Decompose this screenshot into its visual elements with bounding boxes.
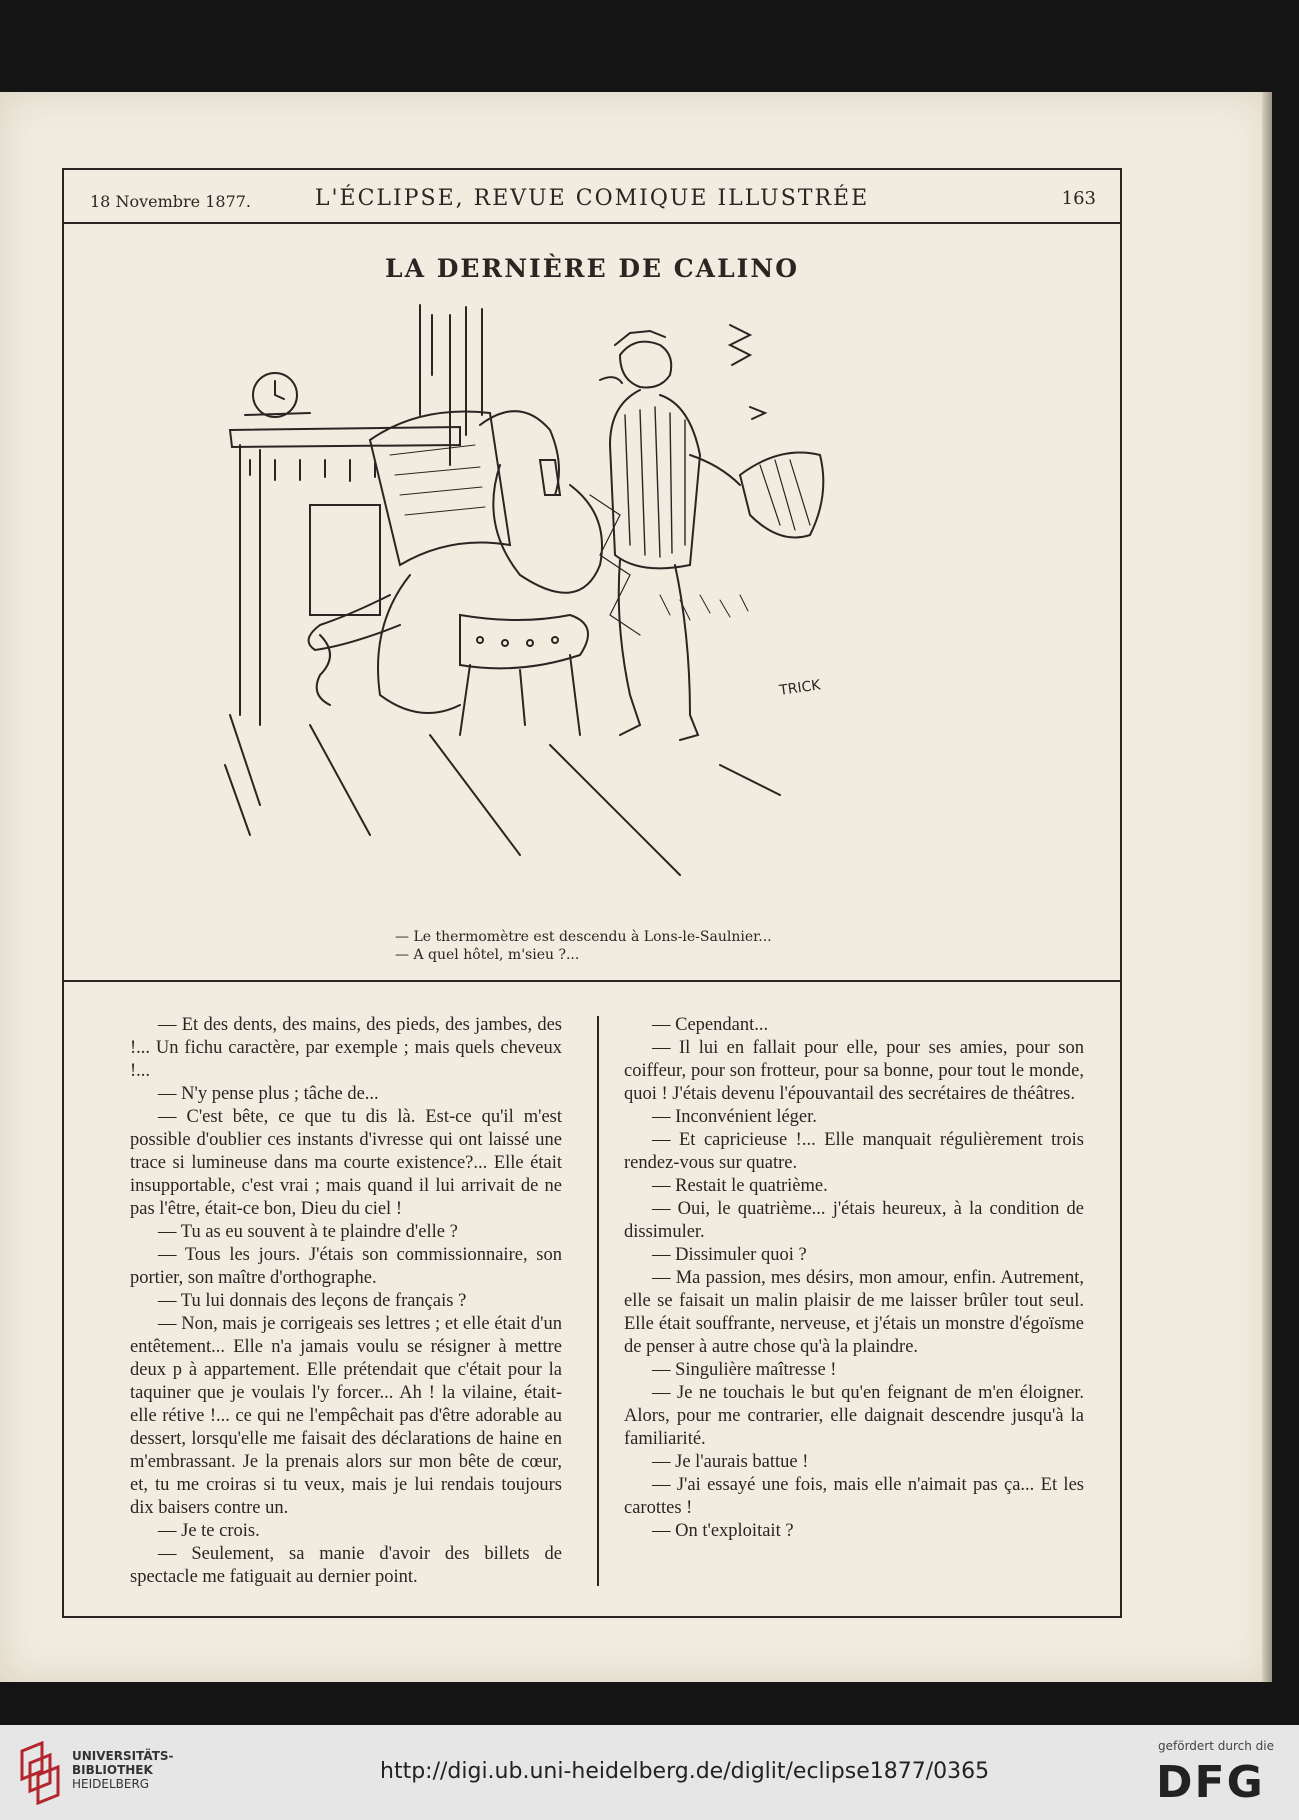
paragraph: — Ma passion, mes désirs, mon amour, enfin. Autrement, elle se faisait un malin plaisir de me laisser brûler tout seul. Elle était souffrante, nerveuse, et j'étais un monstre d'égoïsme de penser à autre chose qu'à la plaindre. [624,1268,1084,1357]
illustration-caption [395,928,915,964]
paragraph: — N'y pense plus ; tâche de... [158,1084,379,1104]
dfg-logo[interactable]: DFG [1156,1757,1265,1808]
paragraph: — Je l'aurais battue ! [652,1452,809,1472]
page-edge [1262,92,1272,1682]
header-rule [64,222,1120,224]
paragraph: — Tous les jours. J'étais son commissionnaire, son portier, son maître d'orthographe. [130,1245,562,1288]
text-column-right [624,1014,1084,1543]
section-rule [64,980,1120,982]
text-column-left [130,1014,562,1589]
institution-name[interactable] [72,1749,174,1791]
paragraph: — Je te crois. [158,1521,260,1541]
bottom-rule [64,1616,1120,1618]
page-number: 163 [1061,188,1096,209]
article-title: LA DERNIÈRE DE CALINO [385,254,799,283]
paragraph: — Singulière maîtresse ! [652,1360,837,1380]
paragraph: — Et capricieuse !... Elle manquait régulièrement trois rendez-vous sur quatre. [624,1130,1084,1173]
caption-line: — Le thermomètre est descendu à Lons-le-Saulnier... [395,929,772,945]
page-header [62,180,1122,224]
paragraph: — Inconvénient léger. [652,1107,817,1127]
paragraph: — Restait le quatrième. [652,1176,828,1196]
issue-date: 18 Novembre 1877. [90,192,252,211]
paragraph: — Et des dents, des mains, des pieds, des jambes, des !... Un fichu caractère, par exemple ; mais quels cheveux !... [130,1015,562,1081]
paragraph: — Dissimuler quoi ? [652,1245,807,1265]
paragraph: — Seulement, sa manie d'avoir des billets de spectacle me fatiguait au dernier point. [130,1544,562,1587]
paragraph: — Je ne touchais le but qu'en feignant de m'en éloigner. Alors, pour me contrarier, elle daignait descendre jusqu'à la familiarité. [624,1383,1084,1449]
paragraph: — Non, mais je corrigeais ses lettres ; et elle était d'un entêtement... Elle n'a jamais voulu se résigner à mettre deux p à appartement. Elle prétendait que c'était pour la taquiner que je voulais l'y forcer... Ah ! la vilaine, était-elle rétive !... ce qui ne l'empêchait pas d'être adorable au dessert, lorsqu'elle me faisait des déclarations de haine en m'embrassant. Je la prenais alors sur mon bête de cœur, et, tu me croiras si tu veux, mais je lui rendais toujours dix baisers contre un. [130,1314,562,1518]
ub-heidelberg-logo-icon[interactable] [16,1741,60,1805]
paragraph: — Oui, le quatrième... j'étais heureux, à la condition de dissimuler. [624,1199,1084,1242]
funding-note: gefördert durch die [1158,1739,1274,1753]
column-divider [597,1016,599,1586]
artist-signature: TRICK [778,677,822,699]
paragraph: — Il lui en fallait pour elle, pour ses amies, pour son coiffeur, pour son frotteur, pour sa bonne, pour tout le monde, quoi ! J'étais devenu l'épouvantail des secrétaires de théâtres. [624,1038,1084,1104]
cartoon-illustration [220,295,980,920]
paragraph: — Tu lui donnais des leçons de français ? [158,1291,467,1311]
paragraph: — Tu as eu souvent à te plaindre d'elle ? [158,1222,458,1242]
paragraph: — On t'exploitait ? [652,1521,794,1541]
paragraph: — Cependant... [652,1015,769,1035]
institution-line: UNIVERSITÄTS- [72,1749,174,1763]
institution-line: BIBLIOTHEK [72,1763,153,1777]
viewer-footer [0,1725,1299,1820]
paragraph: — J'ai essayé une fois, mais elle n'aimait pas ça... Et les carottes ! [624,1475,1084,1518]
permalink-url[interactable]: http://digi.ub.uni-heidelberg.de/diglit/eclipse1877/0365 [380,1759,990,1784]
institution-line: HEIDELBERG [72,1777,150,1791]
caption-line: — A quel hôtel, m'sieu ?... [395,947,580,963]
masthead: L'ÉCLIPSE, REVUE COMIQUE ILLUSTRÉE [314,186,870,211]
paragraph: — C'est bête, ce que tu dis là. Est-ce qu'il m'est possible d'oublier ces instants d'ivresse qui ont laissé une trace si lumineuse dans ma courte existence?... Elle était insupportable, c'est vrai ; mais quand il lui arrivait de ne pas l'être, était-ce bon, Dieu du ciel ! [130,1107,562,1219]
